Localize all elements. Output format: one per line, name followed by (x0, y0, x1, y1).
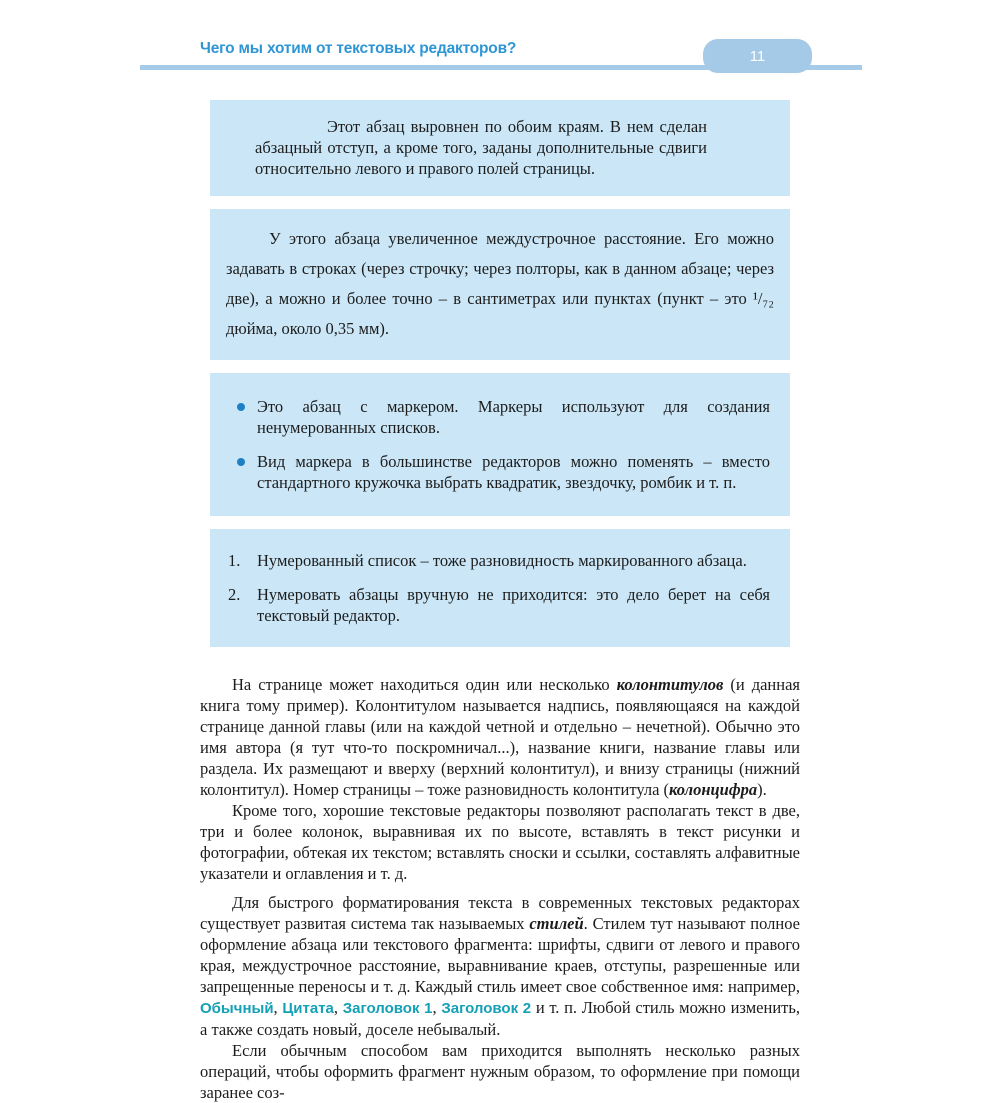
page-content (200, 100, 800, 1103)
text-segment: На странице может находиться один или несколько (232, 675, 617, 694)
page-number-badge (703, 39, 812, 73)
text-segment: Для быстрого форматирования текста в современных текстовых редакторах существует развитая система так называемых (200, 893, 800, 933)
list-item-number: 1. (228, 551, 241, 570)
example-box-line-spacing (210, 209, 790, 360)
paragraph-styles (200, 892, 800, 1040)
style-name: Цитата (282, 1000, 334, 1017)
bullet-list-item: Вид маркера в большинстве редакторов можно поменять – вместо стандартного кружочка выбрать квадратик, звездочку, ромбик и т. п. (237, 451, 770, 493)
example-paragraph-line-spacing: У этого абзаца увеличенное междустрочное расстояние. Его можно задавать в строках (через строчку; через полторы, как в данном абзаце; через две), а можно и более точно – в сантиметрах или пунктах (пункт – это ¹/₇₂ дюйма, около 0,35 мм). (226, 229, 774, 338)
running-head-title: Чего мы хотим от текстовых редакторов? (200, 40, 517, 57)
text-segment: , (333, 998, 343, 1017)
style-name: Заголовок 1 (342, 1000, 433, 1017)
paragraph-styles-continued: Если обычным способом вам приходится выполнять несколько разных операций, чтобы оформить фрагмент нужным образом, то оформление при помощи заранее соз- (200, 1041, 800, 1102)
paragraph-running-heads (200, 674, 800, 800)
text-segment: колонтитулов (616, 675, 724, 694)
example-box-justified (210, 100, 790, 196)
text-segment: , (273, 998, 283, 1017)
text-segment: . Стилем тут называют полное оформление абзаца или текстового фрагмента: шрифты, сдвиги от левого и правого края, междустрочное расстояние, выравнивание краев, отступы, разрешенные или запрещенные переносы и т. д. Каждый стиль имеет свое собственное имя: например, (200, 914, 800, 996)
list-item-number: 2. (228, 585, 241, 604)
numbered-list (210, 550, 770, 626)
bullet-list (210, 396, 770, 493)
body-text (200, 674, 800, 1103)
text-segment: ). (757, 780, 767, 799)
text-segment: , (432, 998, 442, 1017)
bullet-list-item: Это абзац с маркером. Маркеры используют для создания ненумерованных списков. (237, 396, 770, 438)
text-segment: (и данная книга тому пример). Колонтитулом называется надпись, появляющаяся на каждой странице данной главы (или на каждой четной и отдельно – нечетной). Обычно это имя автора (я тут что-то поскромничал...), название книги, название главы или раздела. Их размещают и вверху (верхний колонтитул), и внизу страницы (нижний колонтитул). Номер страницы – тоже разновидность колонтитула ( (200, 675, 800, 799)
text-segment: и т. п. Любой стиль можно изменить, а также создать новый, доселе небывалый. (200, 998, 801, 1039)
style-name: Обычный (200, 1000, 274, 1017)
numbered-list-item (228, 550, 770, 571)
numbered-list-item (228, 584, 770, 626)
example-box-numbered-list (210, 529, 790, 647)
example-paragraph-justified: Этот абзац выровнен по обоим краям. В нем сделан абзацный отступ, а кроме того, заданы дополнительные сдвиги относительно левого и правого полей страницы. (255, 117, 707, 178)
paragraph-columns-features: Кроме того, хорошие текстовые редакторы позволяют располагать текст в две, три и более колонок, выравнивая их по высоте, вставлять в текст рисунки и фотографии, обтекая их текстом; вставлять сноски и ссылки, составлять алфавитные указатели и оглавления и т. д. (200, 801, 800, 883)
list-item-text: Нумерованный список – тоже разновидность маркированного абзаца. (257, 551, 747, 570)
text-segment: стилей (529, 914, 584, 933)
style-name: Заголовок 2 (441, 1000, 532, 1017)
list-item-text: Нумеровать абзацы вручную не приходится: это дело берет на себя текстовый редактор. (257, 585, 770, 625)
page-number: 11 (749, 47, 766, 65)
text-segment: колонцифра (669, 780, 758, 799)
example-box-bullet-list (210, 373, 790, 516)
